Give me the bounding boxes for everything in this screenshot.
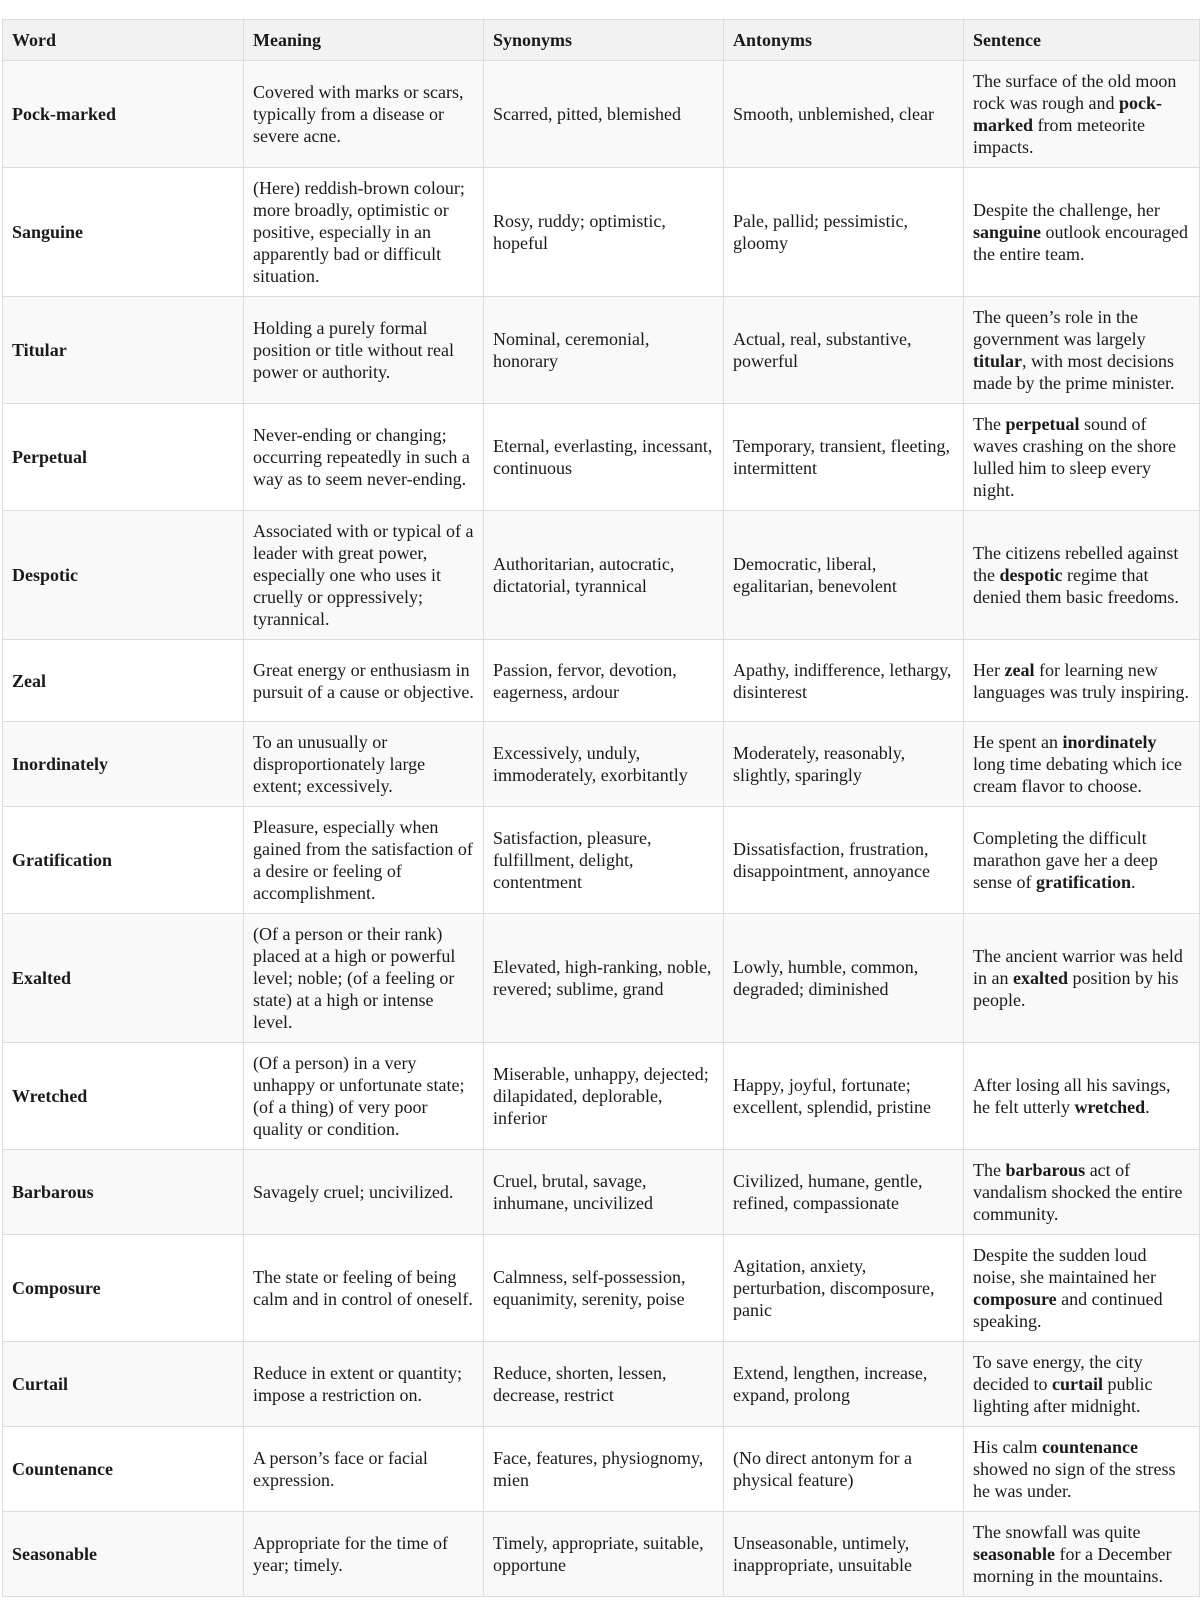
word-cell: Pock-marked: [3, 61, 244, 168]
header-antonyms: Antonyms: [724, 20, 964, 61]
sentence-text: for a December morning in the mountains.: [973, 1544, 1172, 1586]
sentence-text: After losing all his savings, he felt utterly: [973, 1075, 1171, 1117]
word-cell: Wretched: [3, 1043, 244, 1150]
meaning-cell: Covered with marks or scars, typically from a disease or severe acne.: [244, 61, 484, 168]
word-cell: Sanguine: [3, 168, 244, 297]
sentence-text: regime that denied them basic freedoms.: [973, 565, 1179, 607]
table-row: [3, 1150, 1200, 1235]
sentence-highlighted-word: composure: [973, 1289, 1057, 1309]
meaning-cell: The state or feeling of being calm and in control of oneself.: [244, 1235, 484, 1342]
word-cell: Seasonable: [3, 1512, 244, 1597]
synonyms-cell: Miserable, unhappy, dejected; dilapidated, deplorable, inferior: [484, 1043, 724, 1150]
synonyms-cell: Timely, appropriate, suitable, opportune: [484, 1512, 724, 1597]
sentence-cell: [964, 1512, 1200, 1597]
table-row: [3, 640, 1200, 722]
meaning-cell: (Here) reddish-brown colour; more broadly, optimistic or positive, especially in an apparently bad or difficult situation.: [244, 168, 484, 297]
sentence-highlighted-word: seasonable: [973, 1544, 1056, 1564]
table-body: [3, 61, 1200, 1597]
antonyms-cell: Democratic, liberal, egalitarian, benevolent: [724, 511, 964, 640]
sentence-text: .: [1130, 872, 1136, 892]
table-row: [3, 1512, 1200, 1597]
antonyms-cell: Actual, real, substantive, powerful: [724, 297, 964, 404]
sentence-text: and continued speaking.: [973, 1289, 1163, 1331]
sentence-highlighted-word: countenance: [1042, 1437, 1138, 1457]
table-row: [3, 168, 1200, 297]
word-cell: Countenance: [3, 1427, 244, 1512]
table-row: [3, 404, 1200, 511]
sentence-text: outlook encouraged the entire team.: [973, 222, 1188, 264]
sentence-cell: [964, 1235, 1200, 1342]
word-cell: Zeal: [3, 640, 244, 722]
word-cell: Despotic: [3, 511, 244, 640]
sentence-cell: [964, 640, 1200, 722]
sentence-text: showed no sign of the stress he was under.: [973, 1459, 1176, 1501]
antonyms-cell: Unseasonable, untimely, inappropriate, unsuitable: [724, 1512, 964, 1597]
meaning-cell: To an unusually or disproportionately large extent; excessively.: [244, 722, 484, 807]
sentence-highlighted-word: wretched: [1074, 1097, 1146, 1117]
sentence-text: long time debating which ice cream flavor to choose.: [973, 754, 1182, 796]
meaning-cell: Great energy or enthusiasm in pursuit of a cause or objective.: [244, 640, 484, 722]
antonyms-cell: (No direct antonym for a physical feature): [724, 1427, 964, 1512]
synonyms-cell: Excessively, unduly, immoderately, exorbitantly: [484, 722, 724, 807]
word-cell: Composure: [3, 1235, 244, 1342]
header-sentence: Sentence: [964, 20, 1200, 61]
meaning-cell: A person’s face or facial expression.: [244, 1427, 484, 1512]
sentence-text: Completing the difficult marathon gave her a deep sense of: [973, 828, 1158, 892]
sentence-text: The ancient warrior was held in an: [973, 946, 1183, 988]
meaning-cell: Holding a purely formal position or title without real power or authority.: [244, 297, 484, 404]
sentence-cell: [964, 914, 1200, 1043]
word-cell: Exalted: [3, 914, 244, 1043]
sentence-cell: [964, 1427, 1200, 1512]
sentence-text: The snowfall was quite: [973, 1522, 1141, 1542]
sentence-cell: [964, 1150, 1200, 1235]
synonyms-cell: Nominal, ceremonial, honorary: [484, 297, 724, 404]
sentence-text: The surface of the old moon rock was rough and: [973, 71, 1177, 113]
word-cell: Gratification: [3, 807, 244, 914]
synonyms-cell: Calmness, self-possession, equanimity, serenity, poise: [484, 1235, 724, 1342]
sentence-cell: [964, 722, 1200, 807]
synonyms-cell: Authoritarian, autocratic, dictatorial, tyrannical: [484, 511, 724, 640]
sentence-text: for learning new languages was truly inspiring.: [973, 659, 1189, 702]
sentence-cell: [964, 511, 1200, 640]
meaning-cell: Never-ending or changing; occurring repeatedly in such a way as to seem never-ending.: [244, 404, 484, 511]
sentence-text: act of vandalism shocked the entire community.: [973, 1160, 1183, 1224]
sentence-text: public lighting after midnight.: [973, 1374, 1153, 1416]
sentence-cell: [964, 807, 1200, 914]
word-cell: Inordinately: [3, 722, 244, 807]
sentence-highlighted-word: sanguine: [973, 222, 1042, 242]
antonyms-cell: Happy, joyful, fortunate; excellent, splendid, pristine: [724, 1043, 964, 1150]
table-row: [3, 511, 1200, 640]
meaning-cell: Appropriate for the time of year; timely.: [244, 1512, 484, 1597]
sentence-text: To save energy, the city decided to: [973, 1352, 1143, 1394]
synonyms-cell: Satisfaction, pleasure, fulfillment, delight, contentment: [484, 807, 724, 914]
table-row: [3, 1043, 1200, 1150]
antonyms-cell: Smooth, unblemished, clear: [724, 61, 964, 168]
vocabulary-table: [2, 19, 1200, 1597]
table-row: [3, 807, 1200, 914]
sentence-text: The: [973, 1160, 1006, 1180]
meaning-cell: Associated with or typical of a leader with great power, especially one who uses it cruelly or oppressively; tyrannical.: [244, 511, 484, 640]
sentence-cell: [964, 404, 1200, 511]
sentence-text: Despite the sudden loud noise, she maintained her: [973, 1245, 1156, 1287]
header-meaning: Meaning: [244, 20, 484, 61]
sentence-text: The queen’s role in the government was largely: [973, 307, 1146, 349]
table-row: [3, 1427, 1200, 1512]
sentence-cell: [964, 297, 1200, 404]
word-cell: Curtail: [3, 1342, 244, 1427]
sentence-highlighted-word: inordinately: [1062, 732, 1157, 752]
antonyms-cell: Apathy, indifference, lethargy, disinterest: [724, 640, 964, 722]
sentence-highlighted-word: gratification: [1035, 872, 1131, 892]
sentence-text: He spent an: [973, 732, 1063, 752]
header-synonyms: Synonyms: [484, 20, 724, 61]
meaning-cell: Reduce in extent or quantity; impose a restriction on.: [244, 1342, 484, 1427]
antonyms-cell: Dissatisfaction, frustration, disappointment, annoyance: [724, 807, 964, 914]
meaning-cell: Savagely cruel; uncivilized.: [244, 1150, 484, 1235]
sentence-highlighted-word: barbarous: [1005, 1160, 1086, 1180]
synonyms-cell: Cruel, brutal, savage, inhumane, uncivilized: [484, 1150, 724, 1235]
word-cell: Perpetual: [3, 404, 244, 511]
sentence-highlighted-word: despotic: [999, 565, 1063, 585]
synonyms-cell: Eternal, everlasting, incessant, continuous: [484, 404, 724, 511]
antonyms-cell: Civilized, humane, gentle, refined, compassionate: [724, 1150, 964, 1235]
header-word: Word: [3, 20, 244, 61]
word-cell: Barbarous: [3, 1150, 244, 1235]
meaning-cell: Pleasure, especially when gained from the satisfaction of a desire or feeling of accomplishment.: [244, 807, 484, 914]
table-row: [3, 297, 1200, 404]
table-row: [3, 61, 1200, 168]
antonyms-cell: Temporary, transient, fleeting, intermittent: [724, 404, 964, 511]
synonyms-cell: Scarred, pitted, blemished: [484, 61, 724, 168]
sentence-highlighted-word: zeal: [1004, 659, 1035, 680]
table-row: [3, 722, 1200, 807]
sentence-text: sound of waves crashing on the shore lulled him to sleep every night.: [973, 414, 1176, 500]
table-header-row: [3, 20, 1200, 61]
sentence-text: position by his people.: [973, 968, 1179, 1010]
table-row: [3, 1342, 1200, 1427]
table-row: [3, 914, 1200, 1043]
sentence-text: from meteorite impacts.: [973, 115, 1145, 157]
synonyms-cell: Passion, fervor, devotion, eagerness, ardour: [484, 640, 724, 722]
antonyms-cell: Lowly, humble, common, degraded; diminished: [724, 914, 964, 1043]
sentence-cell: [964, 1342, 1200, 1427]
sentence-text: Despite the challenge, her: [973, 200, 1160, 220]
meaning-cell: (Of a person or their rank) placed at a high or powerful level; noble; (of a feeling or state) at a high or intense level.: [244, 914, 484, 1043]
sentence-highlighted-word: exalted: [1013, 968, 1068, 988]
sentence-text: .: [1145, 1097, 1150, 1117]
sentence-highlighted-word: curtail: [1051, 1374, 1103, 1394]
meaning-cell: (Of a person) in a very unhappy or unfortunate state; (of a thing) of very poor quality or condition.: [244, 1043, 484, 1150]
sentence-cell: [964, 1043, 1200, 1150]
synonyms-cell: Elevated, high-ranking, noble, revered; sublime, grand: [484, 914, 724, 1043]
antonyms-cell: Pale, pallid; pessimistic, gloomy: [724, 168, 964, 297]
sentence-text: His calm: [973, 1437, 1042, 1457]
sentence-text: The: [973, 414, 1006, 434]
table-row: [3, 1235, 1200, 1342]
sentence-highlighted-word: titular: [973, 351, 1022, 371]
synonyms-cell: Face, features, physiognomy, mien: [484, 1427, 724, 1512]
word-cell: Titular: [3, 297, 244, 404]
sentence-cell: [964, 61, 1200, 168]
synonyms-cell: Rosy, ruddy; optimistic, hopeful: [484, 168, 724, 297]
antonyms-cell: Extend, lengthen, increase, expand, prolong: [724, 1342, 964, 1427]
sentence-cell: [964, 168, 1200, 297]
antonyms-cell: Moderately, reasonably, slightly, sparingly: [724, 722, 964, 807]
antonyms-cell: Agitation, anxiety, perturbation, discomposure, panic: [724, 1235, 964, 1342]
sentence-text: The citizens rebelled against the: [973, 543, 1179, 585]
sentence-highlighted-word: perpetual: [1005, 414, 1080, 434]
sentence-text: , with most decisions made by the prime minister.: [973, 351, 1175, 393]
sentence-text: Her: [973, 659, 1005, 680]
synonyms-cell: Reduce, shorten, lessen, decrease, restrict: [484, 1342, 724, 1427]
sentence-highlighted-word: pock-marked: [973, 93, 1162, 135]
